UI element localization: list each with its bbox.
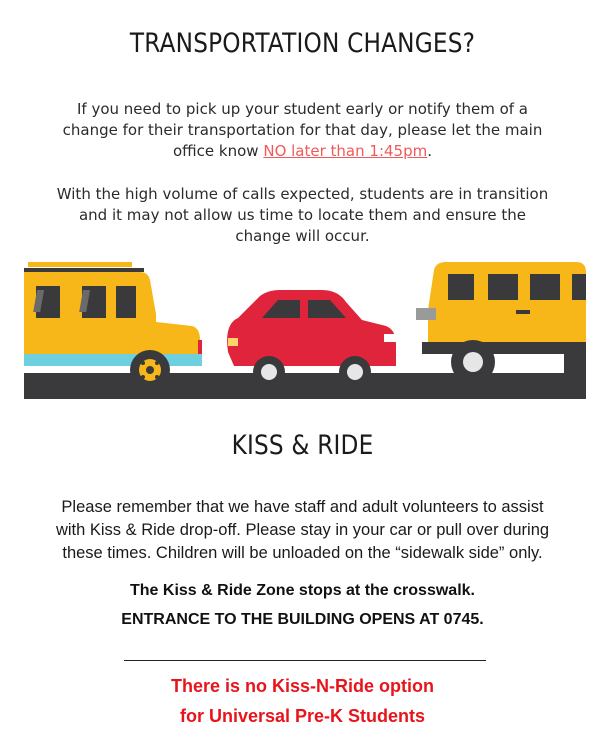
yellow-jeep-icon (416, 262, 586, 384)
pre-k-notice-line-2: for Universal Pre-K Students (179, 706, 426, 726)
call-volume-line-1: With the high volume of calls expected, students are in transition (56, 185, 549, 203)
pre-k-notice-line-1: There is no Kiss-N-Ride option (170, 676, 434, 696)
pickup-line-3 (0, 141, 605, 162)
kiss-ride-line-1: Please remember that we have staff and adult volunteers to assist (61, 498, 544, 516)
call-volume-line-3: change will occur. (235, 227, 370, 245)
road-icon (24, 373, 586, 399)
call-volume-line-2: and it may not allow us time to locate them and ensure the (78, 206, 527, 224)
school-bus-icon (24, 262, 202, 390)
pickup-instructions (0, 99, 605, 162)
entrance-time-note: ENTRANCE TO THE BUILDING OPENS AT 0745. (121, 611, 484, 628)
pickup-line-3-end: . (427, 142, 432, 160)
kiss-ride-line-2: with Kiss & Ride drop-off. Please stay in your car or pull over during (55, 521, 550, 539)
pickup-line-1: If you need to pick up your student early or notify them of a (77, 100, 528, 118)
pickup-line-2: change for their transportation for that day, please let the main (62, 121, 543, 139)
vehicles-illustration (24, 262, 586, 399)
deadline-text: NO later than 1:45pm (263, 142, 428, 160)
call-volume-note (0, 184, 605, 247)
kiss-ride-line-3: these times. Children will be unloaded on the “sidewalk side” only. (62, 544, 543, 562)
page-title: TRANSPORTATION CHANGES? (129, 28, 476, 59)
kiss-and-ride-instructions (0, 496, 605, 565)
zone-stop-note: The Kiss & Ride Zone stops at the crosswalk. (130, 582, 475, 599)
divider-line (124, 660, 486, 661)
pickup-line-3-start: office know (173, 142, 264, 160)
kiss-and-ride-title: KISS & RIDE (231, 430, 374, 461)
